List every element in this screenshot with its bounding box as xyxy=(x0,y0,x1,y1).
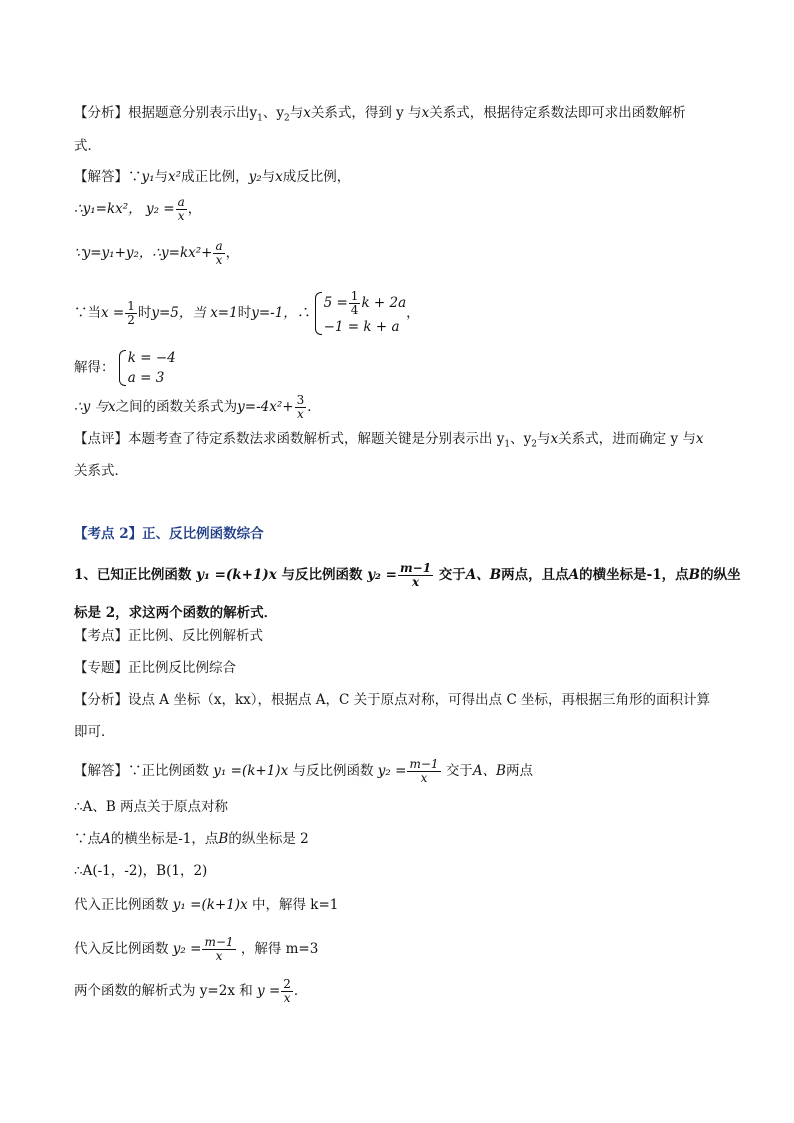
answer-2-line-3: ∵点A的横坐标是-1，点B的纵坐标是 2 xyxy=(74,831,309,847)
answer-2-line-2: ∴A、B 两点关于原点对称 xyxy=(74,799,229,815)
answer-2-line-4: ∴A(-1，-2)，B(1，2) xyxy=(74,863,208,879)
equation-system-1: 5 = $\frac{1}{4}$ k + 2a −1 = k + a xyxy=(315,290,407,337)
answer-1-line-6: ∴y 与x之间的函数关系式为y=-4x²+ $\frac{3}{x}$ ． xyxy=(74,393,321,421)
fraction-2-over-x: $\frac{2}{x}$ xyxy=(283,977,291,1005)
fraction-one-half: $\frac{1}{2}$ xyxy=(127,299,135,327)
answer-2-line-7: 两个函数的解析式为 y=2x 和 y = $\frac{2}{x}$ ． xyxy=(74,977,308,1005)
analysis-1-line-1: 【分析】根据题意分别表示出$y_1$、$y_2$与x关系式，得到 y 与x关系式，根据待定系数法即可求出函数解析 xyxy=(74,105,686,124)
fraction-m-1-over-x-2: $\frac{m-1}{x}$ xyxy=(409,757,439,785)
answer-2-line-6: 代入反比例函数 y₂ = $\frac{m-1}{x}$ ，解得 m=3 xyxy=(74,935,319,963)
analysis-2-line-1: 【分析】设点 A 坐标（x，kx），根据点 A，C 关于原点对称，可得出点 C 坐标，再根据三角形的面积计算 xyxy=(74,692,711,708)
answer-2-line-1: 【解答】∵正比例函数 y₁ =(k+1)x 与反比例函数 y₂ = $\frac{m-1}{x}$ 交于A、B两点 xyxy=(74,757,533,785)
question-1-line-1: 1、已知正比例函数 y₁ =(k+1)x 与反比例函数 y₂ = $\frac{m-1}{x}$ 交于A、B两点，且点A的横坐标是-1，点B的纵坐 xyxy=(74,561,741,589)
topic-line: 【考点】正比例、反比例解析式 xyxy=(74,628,263,644)
section-heading: 【考点 2】正、反比例函数综合 xyxy=(74,526,264,542)
fraction-3-over-x: $\frac{3}{x}$ xyxy=(296,393,305,421)
answer-1-line-5: 解得： k = −4 a = 3 xyxy=(74,350,176,386)
answer-1-line-3: ∵y=y₁+y₂，∴y=kx²+ $\frac{a}{x}$ ， xyxy=(74,239,240,267)
comment-line-2: 关系式． xyxy=(74,463,128,479)
analysis-1-line-2: 式． xyxy=(74,138,101,154)
subject-line: 【专题】正比例反比例综合 xyxy=(74,660,236,676)
fraction-a-over-x: $\frac{a}{x}$ xyxy=(177,195,185,223)
answer-1-line-1: 【解答】∵y₁与x²成正比例，y₂与x成反比例， xyxy=(74,169,351,185)
equation-system-2: k = −4 a = 3 xyxy=(119,348,176,388)
analysis-2-line-2: 即可． xyxy=(74,724,115,740)
fraction-a-over-x-2: $\frac{a}{x}$ xyxy=(215,239,223,267)
fraction-m-1-over-x-3: $\frac{m-1}{x}$ xyxy=(204,935,234,963)
fraction-m-1-over-x: $\frac{m-1}{x}$ xyxy=(399,561,432,589)
comment-line-1: 【点评】本题考查了待定系数法求函数解析式，解题关键是分别表示出 $y_1$、$y_2$与x关系式，进而确定 y 与x xyxy=(74,431,704,450)
question-1-line-2: 标是 2，求这两个函数的解析式． xyxy=(74,605,278,621)
answer-1-line-2: ∴y₁=kx²， y₂ = $\frac{a}{x}$ ， xyxy=(74,195,202,223)
answer-2-line-5: 代入正比例函数 y₁ =(k+1)x 中，解得 k=1 xyxy=(74,897,339,913)
answer-1-line-4: ∵当x = $\frac{1}{2}$ 时y=5，当 x=1时y=-1，∴ 5 = $\frac{1}{4}$ k + 2a −1 = k + a ， xyxy=(74,289,420,335)
